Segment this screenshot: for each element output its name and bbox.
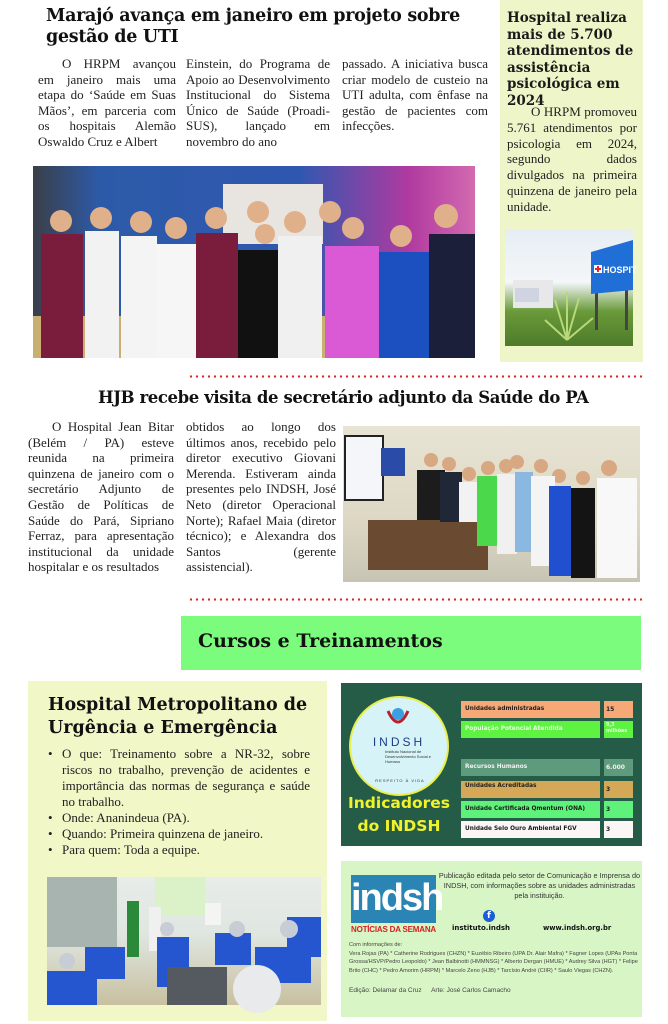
indicator-label: Recursos Humanos	[461, 759, 600, 776]
article2-text: O Hospital Jean Bitar (Belém / PA) esteve reunida na primeira quinzena de janeiro com o secretário Adjunto de Gestão de Políticas de Saúde do Pará, Sipriano Ferraz, para apresentação institucional da unidade hospitalar e os resultados	[28, 419, 174, 575]
indsh-newsletter-logo: indsh	[351, 875, 436, 923]
newsletter-name: NOTÍCIAS DA SEMANA	[351, 925, 436, 934]
indicator-label: Unidade Certificada Qmentum (ONA)	[461, 801, 600, 818]
training-title: Hospital Metropolitano de Urgência e Emergência	[48, 695, 308, 738]
article2-column-1	[28, 419, 174, 575]
indicator-label: Unidades Acreditadas	[461, 781, 600, 798]
training-photo-illustration	[47, 877, 321, 1005]
training-item-when: • Quando: Primeira quinzena de janeiro.	[48, 826, 310, 842]
group-photo-hrpm	[33, 166, 475, 358]
article-text: O HRPM avançou em janeiro mais uma etapa do ‘Saúde em Suas Mãos’, em parceria com os hospitais Alemão Oswaldo Cruz e Albert	[38, 56, 176, 149]
indicator-value: 3	[604, 781, 633, 798]
hospital-sign-photo	[505, 230, 637, 346]
editor-credit: Edição: Delamar da Cruz	[349, 987, 422, 994]
website-link[interactable]: www.indsh.org.br	[543, 924, 612, 932]
section-banner-title: Cursos e Treinamentos	[198, 630, 443, 652]
indicator-value: 3	[604, 801, 633, 818]
article-column-3: passado. A iniciativa busca criar modelo de custeio na UTI adulta, com ênfase na gestão de pacientes com infecções.	[342, 56, 488, 134]
article2-column-2: obtidos ao longo dos últimos anos, recebido pelo diretor executivo Giovani Merenda. Estiveram ainda presentes pelo INDSH, José Neto (diretor Operacional Norte); Rafael Maia (diretor técnico); e Alexandra dos Santos (gerente assistencial).	[186, 419, 336, 575]
training-item-where: • Onde: Ananindeua (PA).	[48, 810, 310, 826]
article-title-hjb: HJB recebe visita de secretário adjunto da Saúde do PA	[98, 388, 589, 407]
contributors-label: Com informações de:	[349, 942, 403, 948]
hospital-sign-illustration	[505, 230, 637, 346]
indicator-row	[461, 721, 639, 738]
sidebar-title: Hospital realiza mais de 5.700 atendimentos de assistência psicológica em 2024	[507, 10, 634, 109]
group-photo-illustration	[33, 166, 475, 358]
indicator-label: População Potencial Atendida	[461, 721, 600, 738]
section-divider	[188, 375, 642, 378]
indicator-value: 9,3 milhões	[604, 721, 633, 738]
social-handle-link[interactable]: instituto.indsh	[452, 924, 510, 932]
article-column-1	[38, 56, 176, 150]
meeting-photo-hjb	[343, 426, 640, 582]
indicator-label: Unidade Selo Ouro Ambiental FGV	[461, 821, 600, 838]
training-item-what: • O que: Treinamento sobre a NR-32, sobre riscos no trabalho, prevenção de acidentes e importância das normas de segurança e saúde no trabalho.	[48, 746, 310, 810]
art-credit: Arte: José Carlos Camacho	[431, 987, 511, 994]
indicator-value: 15	[604, 701, 633, 718]
indicator-row	[461, 759, 639, 776]
training-details-list	[48, 746, 310, 858]
meeting-photo-illustration	[343, 426, 640, 582]
training-photo	[47, 877, 321, 1005]
section-divider	[188, 598, 642, 601]
indicator-label: Unidades administradas	[461, 701, 600, 718]
indicator-value: 6.000	[604, 759, 633, 776]
indsh-logo-subtitle: Instituto Nacional de Desenvolvimento Social e Humano	[385, 749, 432, 764]
indicator-row	[461, 821, 639, 838]
article-column-2: Einstein, do Programa de Apoio ao Desenvolvimento Institucional do Sistema Único de Saúde (Proadi-SUS), lançado em novembro do ano	[186, 56, 330, 149]
training-item-who: • Para quem: Toda a equipe.	[48, 842, 310, 858]
edition-credits	[349, 987, 519, 994]
indsh-logo-motto: RESPEITO À VIDA	[375, 778, 425, 783]
facebook-icon[interactable]: f	[483, 910, 495, 922]
indicator-row	[461, 781, 639, 798]
indicator-value: 3	[604, 821, 633, 838]
hospital-sign-text: HOSPIT	[603, 265, 637, 275]
indicators-heading: Indicadores do INDSH	[348, 794, 450, 835]
indicator-row	[461, 701, 639, 718]
sidebar-body: O HRPM promoveu 5.761 atendimentos por psicologia em 2024, segundo dados divulgados na primeira quinzena de janeiro pela unidade.	[507, 104, 637, 214]
sidebar-text	[507, 104, 637, 215]
publication-note: Publicação editada pelo setor de Comunicação e Imprensa do INDSH, com informações sobre as unidades administradas pela instituição.	[438, 871, 641, 900]
article-title-marajo: Marajó avança em janeiro em projeto sobre gestão de UTI	[46, 6, 460, 47]
indsh-heart-globe-icon	[386, 707, 410, 729]
indsh-logo-text: INDSH	[372, 735, 426, 749]
indicator-row	[461, 801, 639, 818]
contributors-list: Vera Rojas (PA) * Catherine Rodrigues (CHZN) * Euzébio Ribeiro (UPA Dr. Alair Mafra) * Fagner Lopes (UPAs Ponta Grossa/HSVP/Pedro Leopoldo) * Jean Balbinotti (HMMNSG) * Alberto Dergan (HMUE) * Audrey Silva (HGT) * Felipe Brito (CHC) * Pedro Amorim (HRPM) * Marcelo Zeno (HJB) * Tarcísio André (CIIR) * Saulo Viegas (CHZN).	[349, 951, 638, 974]
